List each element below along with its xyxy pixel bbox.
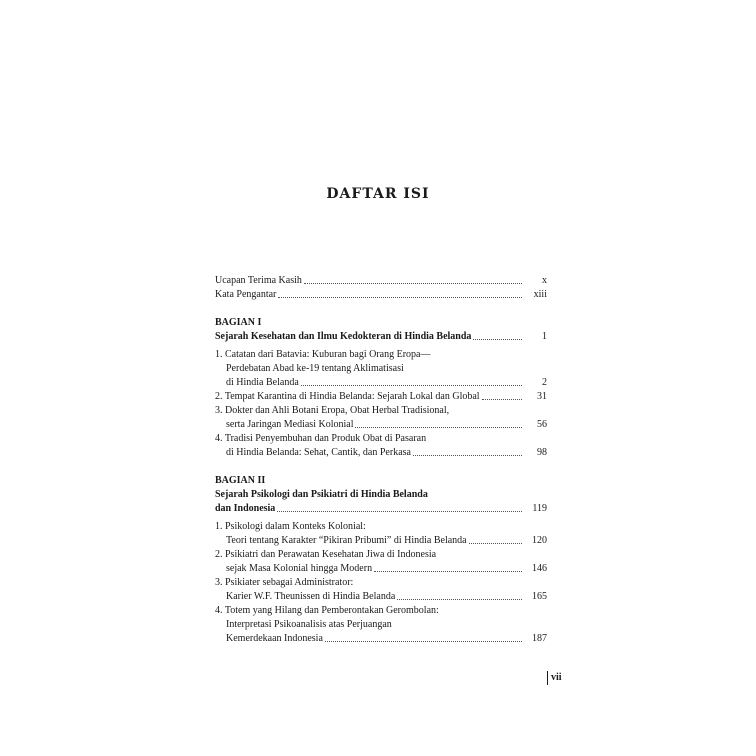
toc-entry-part1-title[interactable] <box>215 330 547 344</box>
dot-leader <box>469 543 522 544</box>
chapter-line: 4. Tradisi Penyembuhan dan Produk Obat di Pasaran <box>215 433 427 444</box>
entry-page: 187 <box>532 633 547 644</box>
chapter-line: Interpretasi Psikoanalisis atas Perjuangan <box>226 619 392 630</box>
toc-chapter[interactable] <box>215 576 547 604</box>
toc-chapter[interactable] <box>215 432 547 460</box>
chapter-line: 2. Psikiatri dan Perawatan Kesehatan Jiwa di Indonesia <box>215 549 437 560</box>
toc-entry-ucapan[interactable] <box>215 274 547 288</box>
chapter-line: Karier W.F. Theunissen di Hindia Belanda <box>226 591 396 602</box>
entry-page: 120 <box>532 535 547 546</box>
table-of-contents <box>215 274 547 646</box>
chapter-line: 3. Psikiater sebagai Administrator: <box>215 577 354 588</box>
entry-label: Sejarah Kesehatan dan Ilmu Kedokteran di Hindia Belanda <box>215 331 472 342</box>
dot-leader <box>413 455 522 456</box>
dot-leader <box>473 339 522 340</box>
chapter-line: 4. Totem yang Hilang dan Pemberontakan Gerombolan: <box>215 605 439 616</box>
entry-page: 1 <box>542 331 547 342</box>
chapter-line: di Hindia Belanda: Sehat, Cantik, dan Perkasa <box>226 447 411 458</box>
dot-leader <box>277 511 522 512</box>
part-heading: BAGIAN I <box>215 317 262 328</box>
toc-entry-kata-pengantar[interactable] <box>215 288 547 302</box>
entry-label: Kata Pengantar <box>215 289 277 300</box>
chapter-line: Teori tentang Karakter “Pikiran Pribumi” di Hindia Belanda <box>226 535 467 546</box>
entry-page: 146 <box>532 563 547 574</box>
page-number: vii <box>547 671 562 685</box>
dot-leader <box>304 283 522 284</box>
chapter-line: 1. Catatan dari Batavia: Kuburan bagi Orang Eropa— <box>215 349 431 360</box>
entry-page: 119 <box>532 503 547 514</box>
dot-leader <box>325 641 522 642</box>
toc-chapter[interactable] <box>215 604 547 646</box>
toc-chapter[interactable] <box>215 390 547 404</box>
dot-leader <box>301 385 522 386</box>
entry-page: 165 <box>532 591 547 602</box>
chapter-line: di Hindia Belanda <box>226 377 299 388</box>
toc-chapter[interactable] <box>215 404 547 432</box>
entry-label: dan Indonesia <box>215 503 276 514</box>
entry-page: 2 <box>542 377 547 388</box>
dot-leader <box>278 297 522 298</box>
chapter-line: Perdebatan Abad ke-19 tentang Aklimatisasi <box>226 363 404 374</box>
entry-page: xiii <box>533 289 547 300</box>
toc-chapter[interactable] <box>215 520 547 548</box>
chapter-line: serta Jaringan Mediasi Kolonial <box>226 419 354 430</box>
toc-chapter[interactable] <box>215 548 547 576</box>
toc-chapter[interactable] <box>215 348 547 390</box>
chapter-line: 3. Dokter dan Ahli Botani Eropa, Obat Herbal Tradisional, <box>215 405 450 416</box>
dot-leader <box>374 571 522 572</box>
page-title: DAFTAR ISI <box>326 186 430 202</box>
entry-label: Ucapan Terima Kasih <box>215 275 302 286</box>
entry-page: 98 <box>537 447 547 458</box>
dot-leader <box>482 399 522 400</box>
entry-page: 56 <box>537 419 547 430</box>
chapter-line: sejak Masa Kolonial hingga Modern <box>226 563 373 574</box>
chapter-line: 2. Tempat Karantina di Hindia Belanda: Sejarah Lokal dan Global <box>215 391 480 402</box>
entry-page: 31 <box>537 391 547 402</box>
part-heading: BAGIAN II <box>215 475 266 486</box>
dot-leader <box>397 599 522 600</box>
chapter-line: Kemerdekaan Indonesia <box>226 633 323 644</box>
toc-entry-part2-title[interactable] <box>215 502 547 516</box>
dot-leader <box>355 427 522 428</box>
part-title-line: Sejarah Psikologi dan Psikiatri di Hindia Belanda <box>215 489 428 500</box>
chapter-line: 1. Psikologi dalam Konteks Kolonial: <box>215 521 366 532</box>
entry-page: x <box>542 275 547 286</box>
